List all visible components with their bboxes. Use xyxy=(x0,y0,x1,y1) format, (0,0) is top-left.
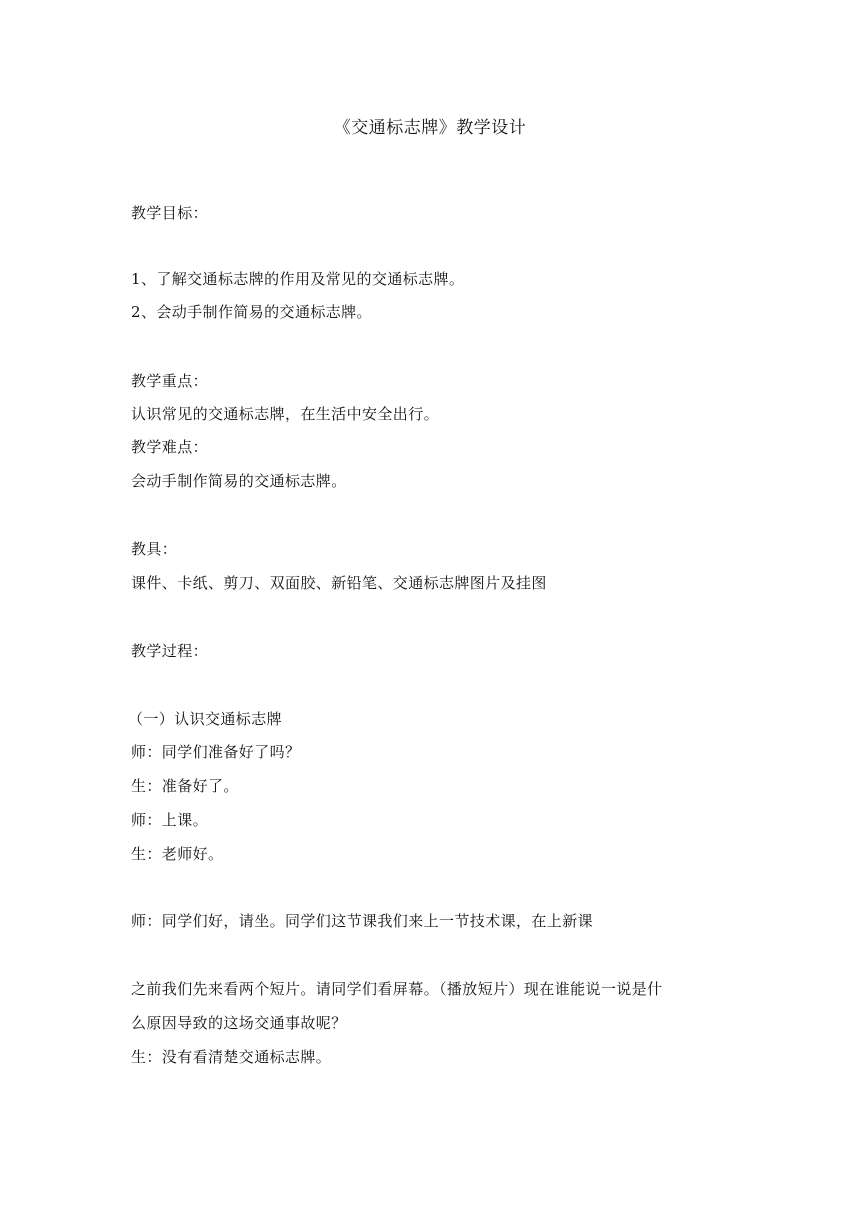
goal-item-2: 2、会动手制作简易的交通标志牌。 xyxy=(131,303,372,321)
tools-text: 课件、卡纸、剪刀、双面胶、新铅笔、交通标志牌图片及挂图 xyxy=(131,574,547,592)
dialogue-line-2: 生：准备好了。 xyxy=(131,777,239,795)
difficulty-text: 会动手制作简易的交通标志牌。 xyxy=(131,472,347,490)
process-heading: 教学过程： xyxy=(131,642,209,660)
paragraph-line-3: 么原因导致的这场交通事故呢？ xyxy=(131,1014,347,1032)
key-point-text: 认识常见的交通标志牌，在生活中安全出行。 xyxy=(131,405,440,423)
goal-item-1: 1、了解交通标志牌的作用及常见的交通标志牌。 xyxy=(131,270,465,288)
difficulty-heading: 教学难点： xyxy=(131,438,209,456)
paragraph-line-2: 之前我们先来看两个短片。请同学们看屏幕。（播放短片）现在谁能说一说是什 xyxy=(131,980,663,998)
paragraph-line-1: 师：同学们好，请坐。同学们这节课我们来上一节技术课，在上新课 xyxy=(131,912,594,930)
dialogue-line-4: 生：老师好。 xyxy=(131,845,224,863)
goals-heading: 教学目标： xyxy=(131,204,209,222)
tools-heading: 教具： xyxy=(131,540,178,558)
document-title: 《交通标志牌》教学设计 xyxy=(333,118,527,138)
dialogue-line-1: 师：同学们准备好了吗？ xyxy=(131,743,301,761)
answer-line: 生：没有看清楚交通标志牌。 xyxy=(131,1048,332,1066)
key-point-heading: 教学重点： xyxy=(131,372,209,390)
dialogue-line-3: 师：上课。 xyxy=(131,811,209,829)
section-1-heading: （一）认识交通标志牌 xyxy=(128,710,283,728)
